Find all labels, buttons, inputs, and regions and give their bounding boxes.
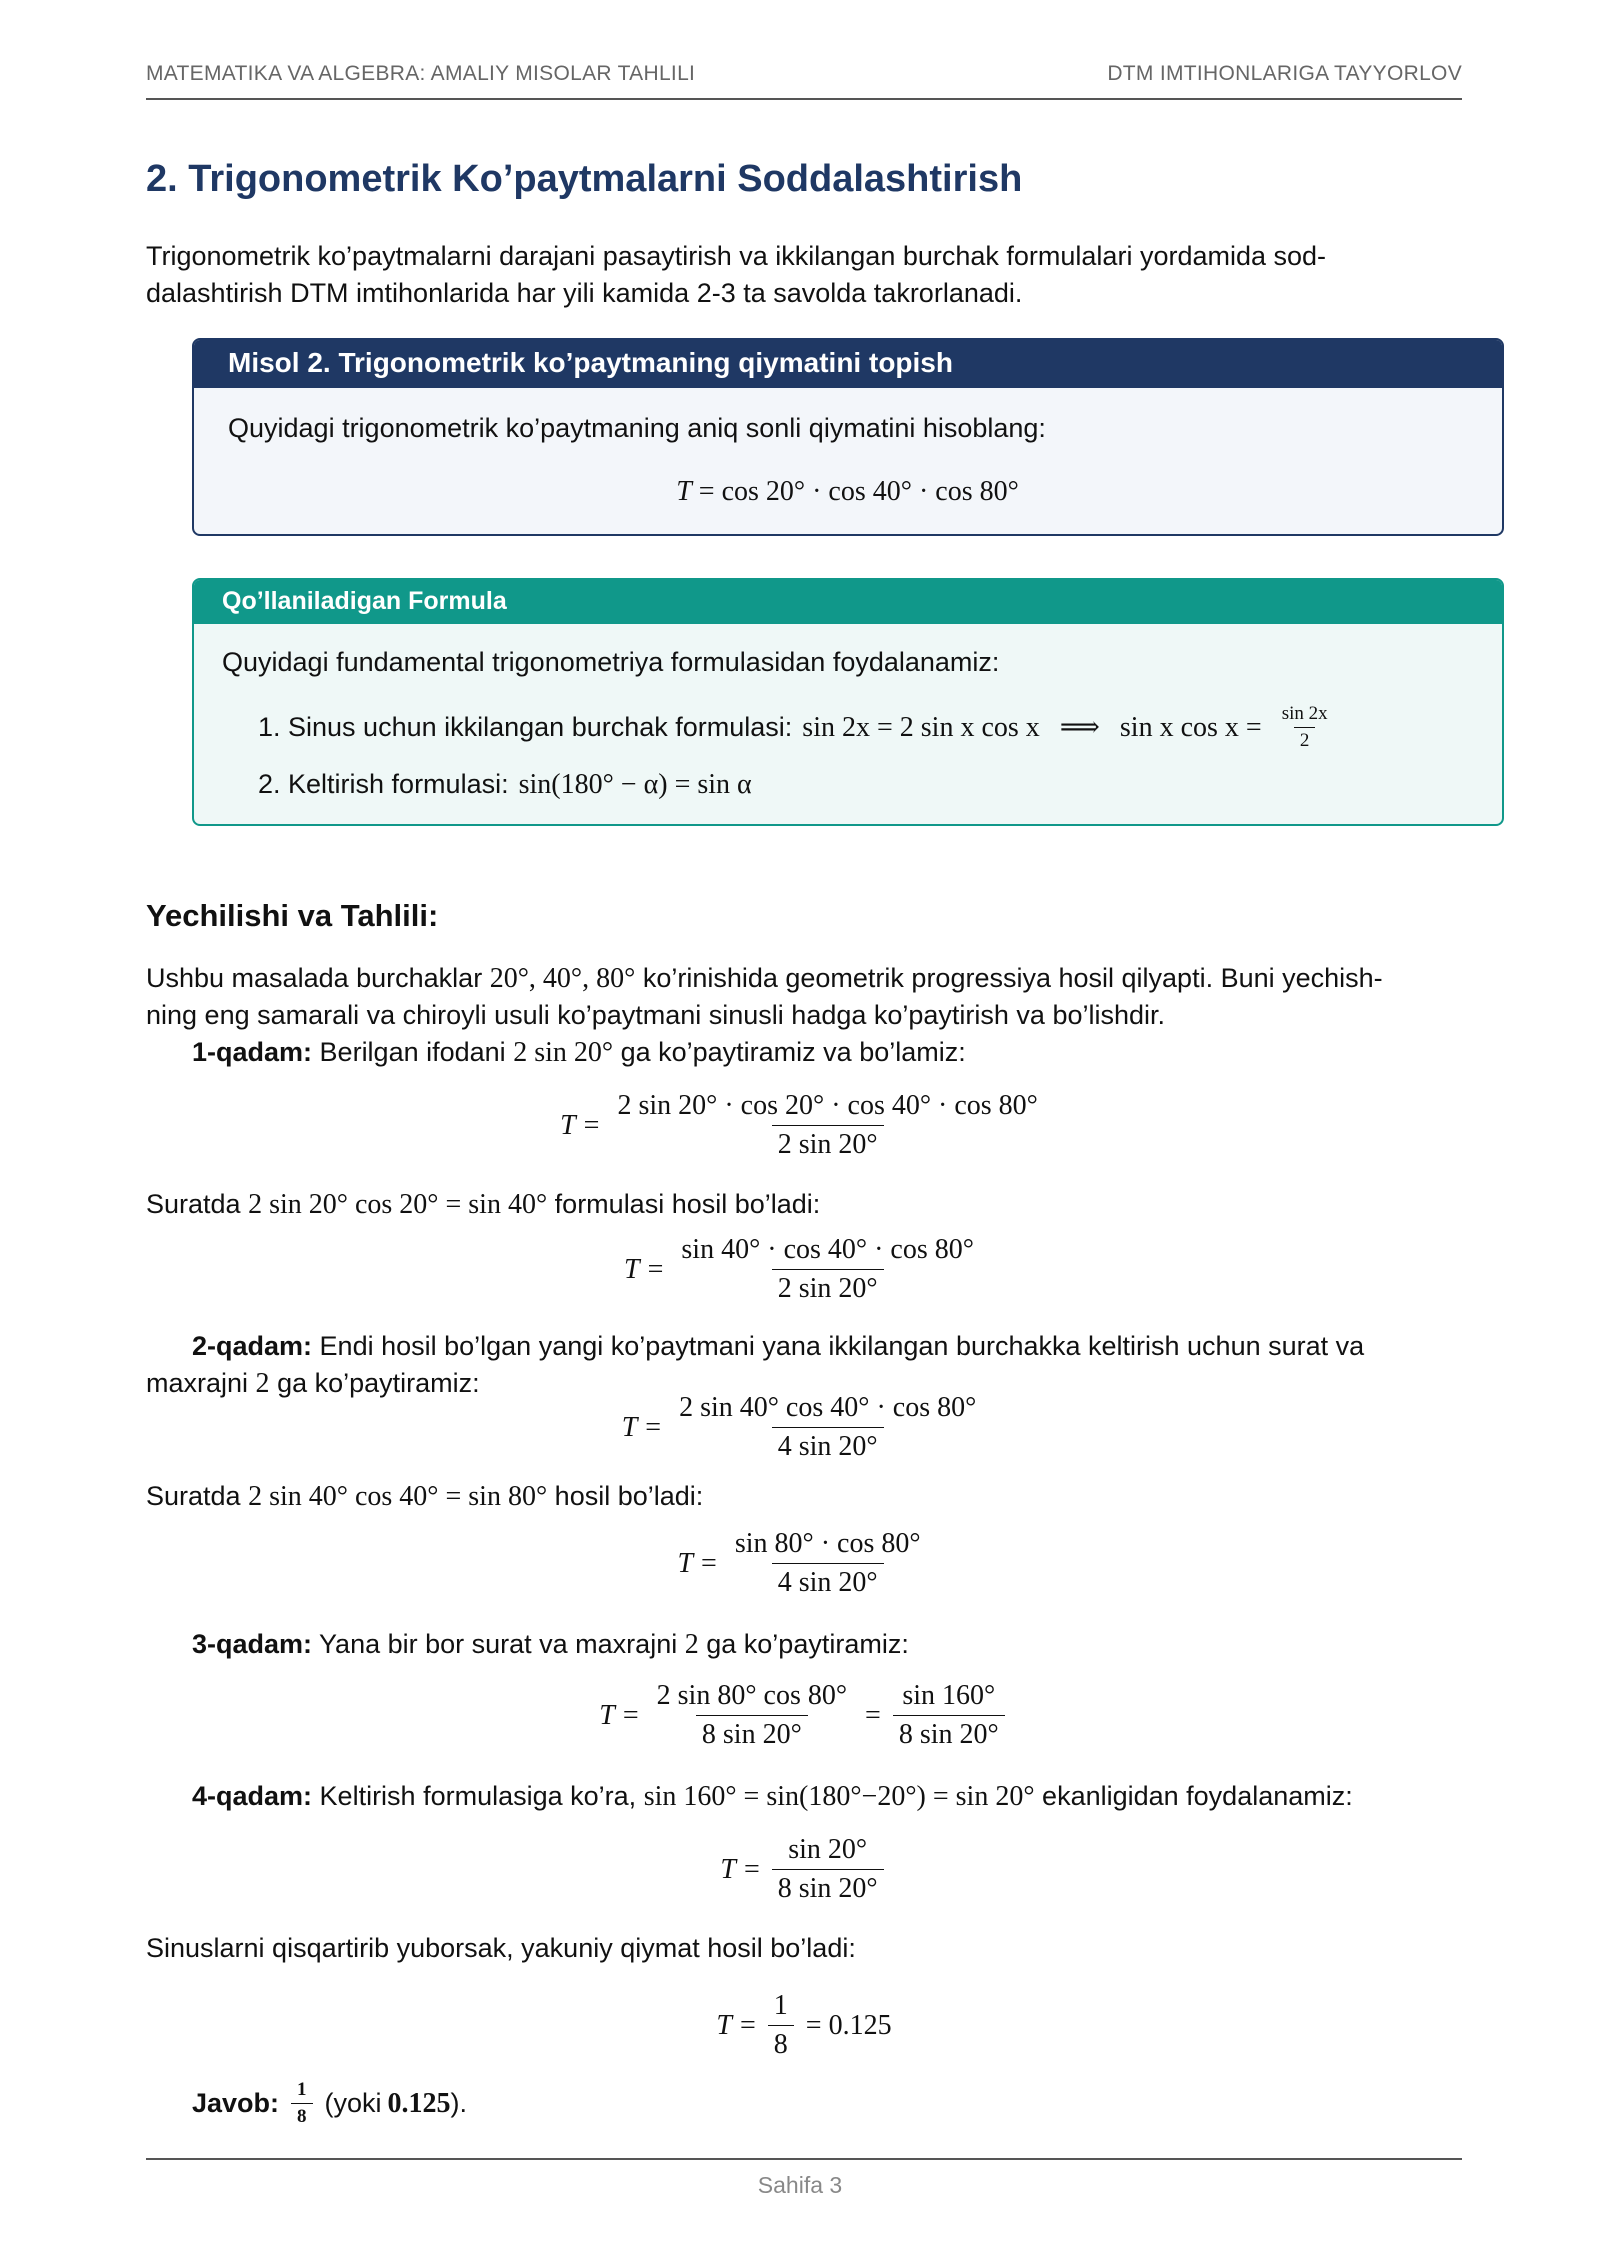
section-title: 2. Trigonometrik Ko’paytmalarni Soddalashtirish [146,158,1023,200]
equation-5: T = $\frac{2 \sin 80^\circ \cos 80^\circ}{8 \sin 20^\circ}$ = $\frac{\sin 160^\circ}{8 \sin 20^\circ}$ [146,1680,1462,1751]
equation-3: T = $\frac{2 \sin 40^\circ \cos 40^\circ \cdot \cos 80^\circ}{4 \sin 20^\circ}$ [621,1392,977,1462]
running-header [146,62,1462,100]
step-3-label: 3-qadam: [192,1629,313,1659]
equation-1: T = $\frac{2 \sin 20^\circ \cdot \cos 20^\circ \cdot \cos 40^\circ \cdot \cos 80^\circ}{2 \sin 20^\circ}$ [560,1090,1038,1160]
formula-title: Qo’llaniladigan Formula [194,580,1502,624]
double-angle-formula: sin 2x = 2 sin x cos x [802,712,1040,743]
formula-item-2 [258,766,752,803]
formula-fraction: $\frac{\sin 2x}{2}$ [1281,703,1328,751]
example-text: Quyidagi trigonometrik ko’paytmaning aniq sonli qiymatini hisoblang: [228,413,1046,443]
example-expression: cos 20° · cos 40° · cos 80° [721,476,1019,507]
sin-cos-formula: sin x cos x = [1119,712,1262,743]
surat-note-1: Suratda 2 sin 20° cos 20° = sin 40° formulasi hosil bo’ladi: [146,1189,821,1220]
equation-6: T = $\frac{\sin 20^\circ}{8 \sin 20^\circ}$ [146,1834,1462,1905]
solution-paragraph: Ushbu masalada burchaklar 20°, 40°, 80° ko’rinishida geometrik progressiya hosil qilyapti. Buni yechish- ning eng samarali va chiroyli usuli ko’paytmani sinusli hadga ko’paytirish va bo’lishdir. [146,963,1383,1030]
example-title: Misol 2. Trigonometrik ko’paytmaning qiymatini topish [194,340,1502,388]
implies-arrow: ⟹ [1059,712,1100,743]
step-4: 4-qadam: Keltirish formulasiga ko’ra, sin 160° = sin(180°−20°) = sin 20° ekanligidan foydalanamiz: [192,1781,1353,1812]
intro-paragraph [146,238,1462,312]
answer-fraction: $\frac{1}{8}$ [291,2080,313,2127]
formula-item-1-label: 1. Sinus uchun ikkilangan burchak formulasi: [258,712,793,742]
reduction-formula: sin(180° − α) = sin α [518,769,752,800]
solution-heading: Yechilishi va Tahlili: [146,898,439,933]
step-1: 1-qadam: Berilgan ifodani 2 sin 20° ga ko’paytiramiz va bo’lamiz: [192,1037,966,1068]
footer-divider [146,2158,1462,2160]
surat-note-2: Suratda 2 sin 40° cos 40° = sin 80° hosil bo’ladi: [146,1481,704,1512]
step-3: 3-qadam: Yana bir bor surat va maxrajni 2 ga ko’paytiramiz: [192,1629,909,1660]
equation-2: T = $\frac{\sin 40^\circ \cdot \cos 40^\circ \cdot \cos 80^\circ}{2 \sin 20^\circ}$ [624,1234,974,1304]
angles-math: 20°, 40°, 80° [489,963,636,994]
header-right: DTM IMTIHONLARIGA TAYYORLOV [1107,62,1462,85]
answer: Javob: $\frac{1}{8}$ (yoki 0.125 ). [192,2079,468,2127]
step-2-label: 2-qadam: [192,1331,313,1361]
intro-line-1: Trigonometrik ko’paytmalarni darajani pasaytirish va ikkilangan burchak formulalari yordamida sod- [146,241,1327,271]
step-1-label: 1-qadam: [192,1037,313,1067]
equation-final: T = $\frac{1}{8}$ = 0.125 [716,1990,892,2060]
formula-box [192,578,1504,826]
equation-4: T = $\frac{\sin 80^\circ \cdot \cos 80^\circ}{4 \sin 20^\circ}$ [677,1528,921,1598]
formula-intro: Quyidagi fundamental trigonometriya formulasidan foydalanamiz: [222,647,1000,677]
answer-label: Javob: [192,2088,280,2118]
example-box [192,338,1504,536]
header-left: MATEMATIKA VA ALGEBRA: AMALIY MISOLAR TAHLILI [146,62,696,85]
cancel-note: Sinuslarni qisqartirib yuborsak, yakuniy qiymat hosil bo’ladi: [146,1933,856,1963]
formula-item-2-label: 2. Keltirish formulasi: [258,769,509,799]
step-2: 2-qadam: Endi hosil bo’lgan yangi ko’paytmani yana ikkilangan burchakka keltirish uchun surat va maxrajni 2 ga ko’paytiramiz: [146,1331,1365,1399]
answer-value: 0.125 [387,2088,451,2119]
formula-item-1 [258,704,1338,751]
intro-line-2: dalashtirish DTM imtihonlarida har yili kamida 2-3 ta savolda takrorlanadi. [146,278,1023,308]
page-number: Sahifa 3 [757,2172,843,2198]
example-formula: T = cos 20° · cos 40° · cos 80° [676,476,1019,507]
step-4-label: 4-qadam: [192,1781,313,1811]
